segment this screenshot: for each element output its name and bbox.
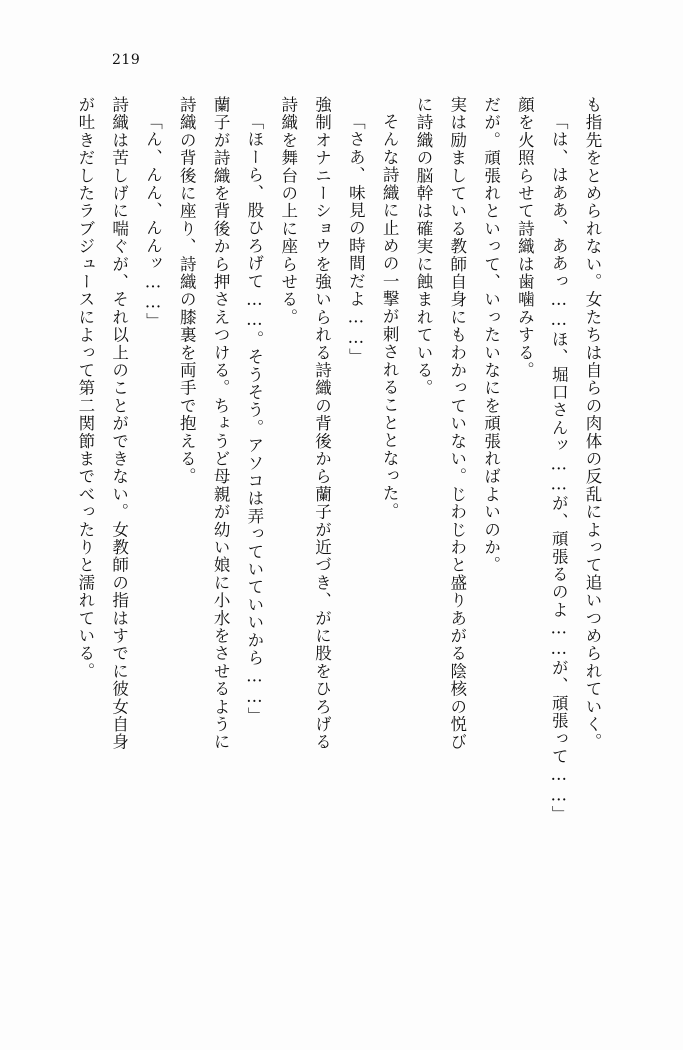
text-line: 顔を火照らせて詩織は歯噛みする。: [515, 96, 535, 380]
page-footer-margin: [0, 990, 683, 1050]
text-line: 蘭子が詩織を背後から押さえつける。ちょうど母親が幼い娘に小水をさせるように: [211, 96, 231, 751]
text-line: 詩織の背後に座り、詩織の膝裏を両手で抱える。: [177, 96, 197, 486]
text-line: 「ん、んん、んんッ……」: [143, 113, 163, 331]
text-line: だが。頑張れといって、いったいなにを頑張ればよいのか。: [481, 96, 501, 574]
text-line: 実は励ましている教師自身にもわかっていない。じわじわと盛りあがる陰核の悦び: [447, 96, 467, 751]
text-line: が吐きだしたラブジュースによって第二関節までべったりと濡れている。: [75, 96, 95, 681]
page-number: 219: [112, 52, 141, 68]
text-line: も指先をとめられない。女たちは自らの肉体の反乱によって追いつめられていく。: [583, 96, 602, 751]
text-line: に詩織の脳幹は確実に蝕まれている。: [413, 96, 433, 397]
text-line: 「は、はああ、ああっ……ほ、堀口さんッ……が、頑張るのよ……が、頑張って……」: [549, 113, 569, 824]
text-line: 詩織は苦しげに喘ぐが、それ以上のことができない。女教師の指はすでに彼女自身: [109, 96, 129, 751]
text-line: そんな詩織に止めの一撃が刺されることとなった。: [380, 113, 400, 521]
text-line: 「ほーら、股ひろげて……。そうそう。アソコは弄っていていいから……」: [244, 113, 264, 725]
vertical-text-body: [75, 96, 609, 926]
text-line: 強制オナニーショウを強いられる詩織の背後から蘭子が近づき、がに股をひろげる: [312, 96, 332, 751]
text-line: 詩織を舞台の上に座らせる。: [278, 96, 298, 327]
text-line: 「さあ、味見の時間だよ……」: [346, 113, 366, 366]
